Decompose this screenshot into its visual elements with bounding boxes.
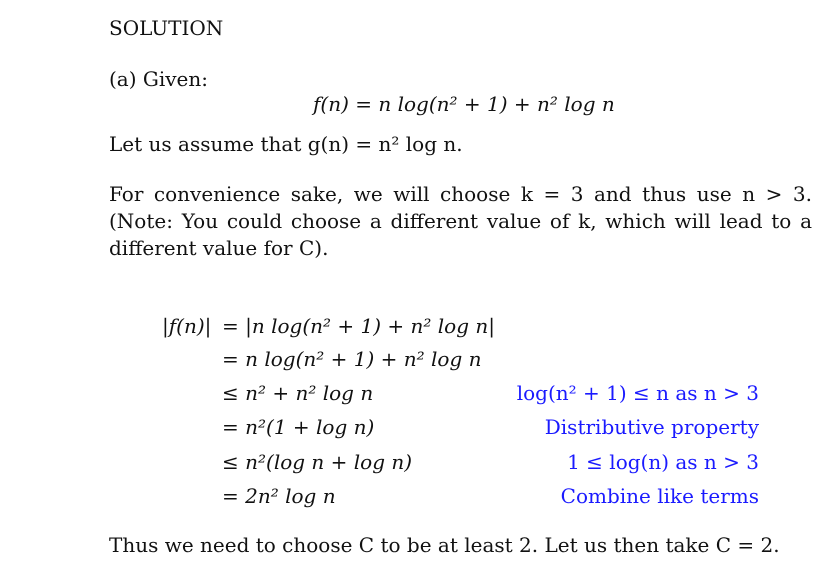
derivation-note: Distributive property xyxy=(544,415,759,439)
derivation-note: 1 ≤ log(n) as n > 3 xyxy=(567,450,759,474)
derivation-note: Combine like terms xyxy=(560,484,759,508)
part-a-label: (a) Given: xyxy=(109,67,209,91)
derivation-note: log(n² + 1) ≤ n as n > 3 xyxy=(516,381,759,405)
derivation-step: = n log(n² + 1) + n² log n xyxy=(222,347,482,371)
conclusion-text: Thus we need to choose C to be at least 2. Let us then take C = 2. xyxy=(109,533,780,557)
derivation-step: = n²(1 + log n) xyxy=(222,415,375,439)
assumption-text: Let us assume that g(n) = n² log n. xyxy=(109,132,463,156)
derivation-step: ≤ n² + n² log n xyxy=(222,381,374,405)
derivation-step: = |n log(n² + 1) + n² log n| xyxy=(222,314,495,338)
convenience-paragraph: For convenience sake, we will choose k = 3 and thus use n > 3. (Note: You could choose a different value of k, which will lead to a different value for C). xyxy=(109,182,812,260)
derivation-lhs: |f(n)| xyxy=(162,314,212,338)
derivation-step: = 2n² log n xyxy=(222,484,336,508)
given-equation: f(n) = n log(n² + 1) + n² log n xyxy=(313,92,615,116)
derivation-step: ≤ n²(log n + log n) xyxy=(222,450,413,474)
solution-heading: SOLUTION xyxy=(109,16,224,40)
